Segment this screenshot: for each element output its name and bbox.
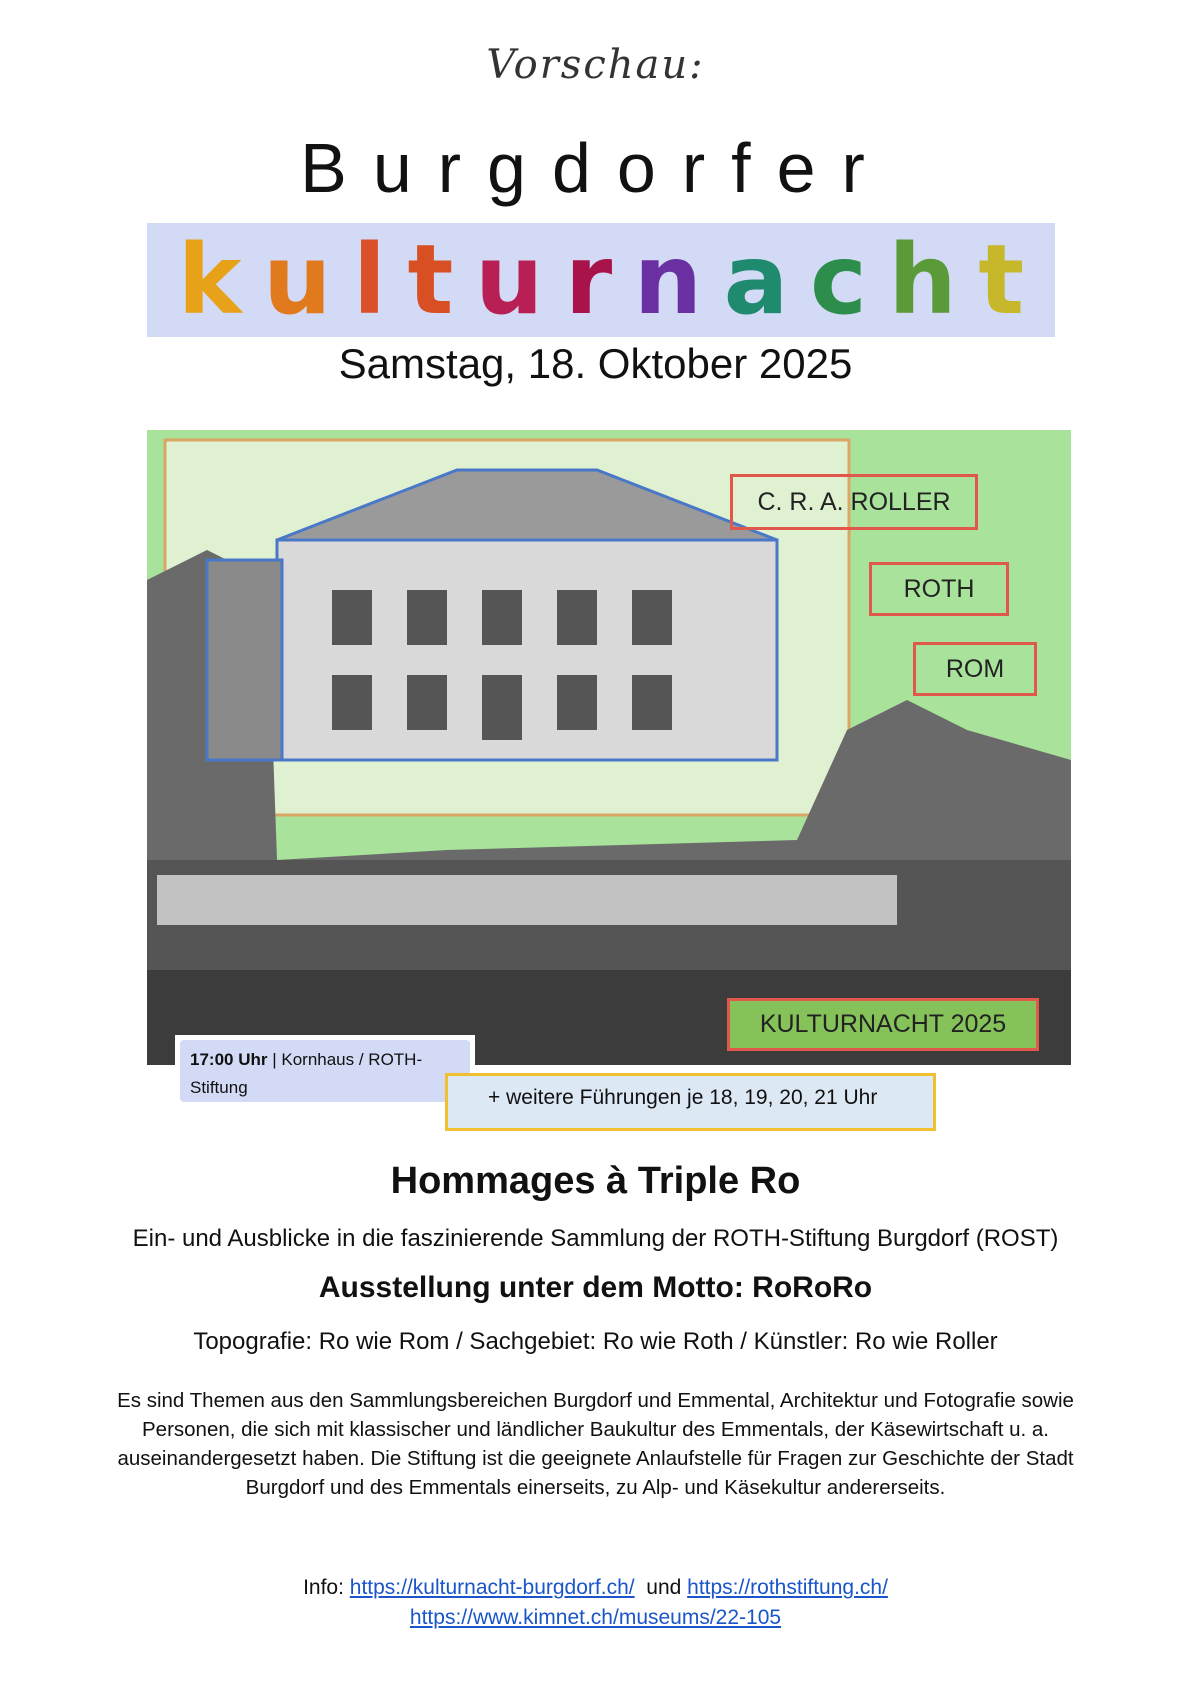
- logo-letter: r: [564, 224, 613, 336]
- label-rom: ROM: [913, 642, 1037, 696]
- label-roth: ROTH: [869, 562, 1009, 616]
- logo-letter: n: [633, 224, 703, 336]
- logo-letter: t: [978, 224, 1025, 336]
- link-kimnet[interactable]: https://www.kimnet.ch/museums/22-105: [409, 1606, 782, 1629]
- logo-letter: h: [888, 224, 957, 336]
- and-text: und: [634, 1576, 688, 1599]
- subtitle: Ein- und Ausblicke in die faszinierende Sammlung der ROTH-Stiftung Burgdorf (ROST): [132, 1225, 1059, 1252]
- event-date: Samstag, 18. Oktober 2025: [338, 340, 853, 387]
- title-burgdorfer: Burgdorfer: [300, 129, 891, 207]
- link-rothstiftung[interactable]: https://rothstiftung.ch/: [687, 1576, 888, 1599]
- preview-label: Vorschau:: [486, 42, 705, 88]
- logo-letter: a: [723, 224, 789, 336]
- label-roller: C. R. A. ROLLER: [730, 474, 978, 530]
- info-line: [0, 1576, 1191, 1600]
- topics: Topografie: Ro wie Rom / Sachgebiet: Ro wie Roth / Künstler: Ro wie Roller: [193, 1328, 998, 1355]
- headline: Hommages à Triple Ro: [390, 1160, 801, 1202]
- logo-letter: c: [809, 224, 867, 336]
- info-label: Info:: [303, 1576, 350, 1599]
- logo-letter: u: [474, 224, 544, 336]
- event-place: Kornhaus / ROTH-Stiftung: [190, 1050, 423, 1097]
- link-kulturnacht[interactable]: https://kulturnacht-burgdorf.ch/: [349, 1576, 635, 1599]
- logo-letter: k: [177, 224, 242, 336]
- event-time: 17:00 Uhr: [190, 1050, 268, 1069]
- label-kulturnacht-2025: KULTURNACHT 2025: [727, 998, 1039, 1051]
- time-box: [175, 1035, 475, 1107]
- logo-letter: l: [353, 224, 386, 336]
- more-tours-box: + weitere Führungen je 18, 19, 20, 21 Uhr: [445, 1073, 936, 1131]
- description-paragraph: Es sind Themen aus den Sammlungsbereichen Burgdorf und Emmental, Architektur und Fotografie sowie Personen, die sich mit klassischer und ländlicher Baukultur des Emmentals, der Käsewirtschaft u. a. auseinandergesetzt haben. Die Stiftung ist die geeignete Anlaufstelle für Fragen zur Geschichte der Stadt Burgdorf und des Emmentals einerseits, zu Alp- und Käsekultur andererseits.: [117, 1389, 1074, 1499]
- info-line-2: [0, 1606, 1191, 1630]
- logo-letter: t: [407, 224, 454, 336]
- separator: |: [267, 1050, 282, 1069]
- kulturnacht-logo: [147, 223, 1055, 337]
- motto: Ausstellung unter dem Motto: RoRoRo: [318, 1271, 873, 1304]
- logo-letter: u: [263, 224, 332, 336]
